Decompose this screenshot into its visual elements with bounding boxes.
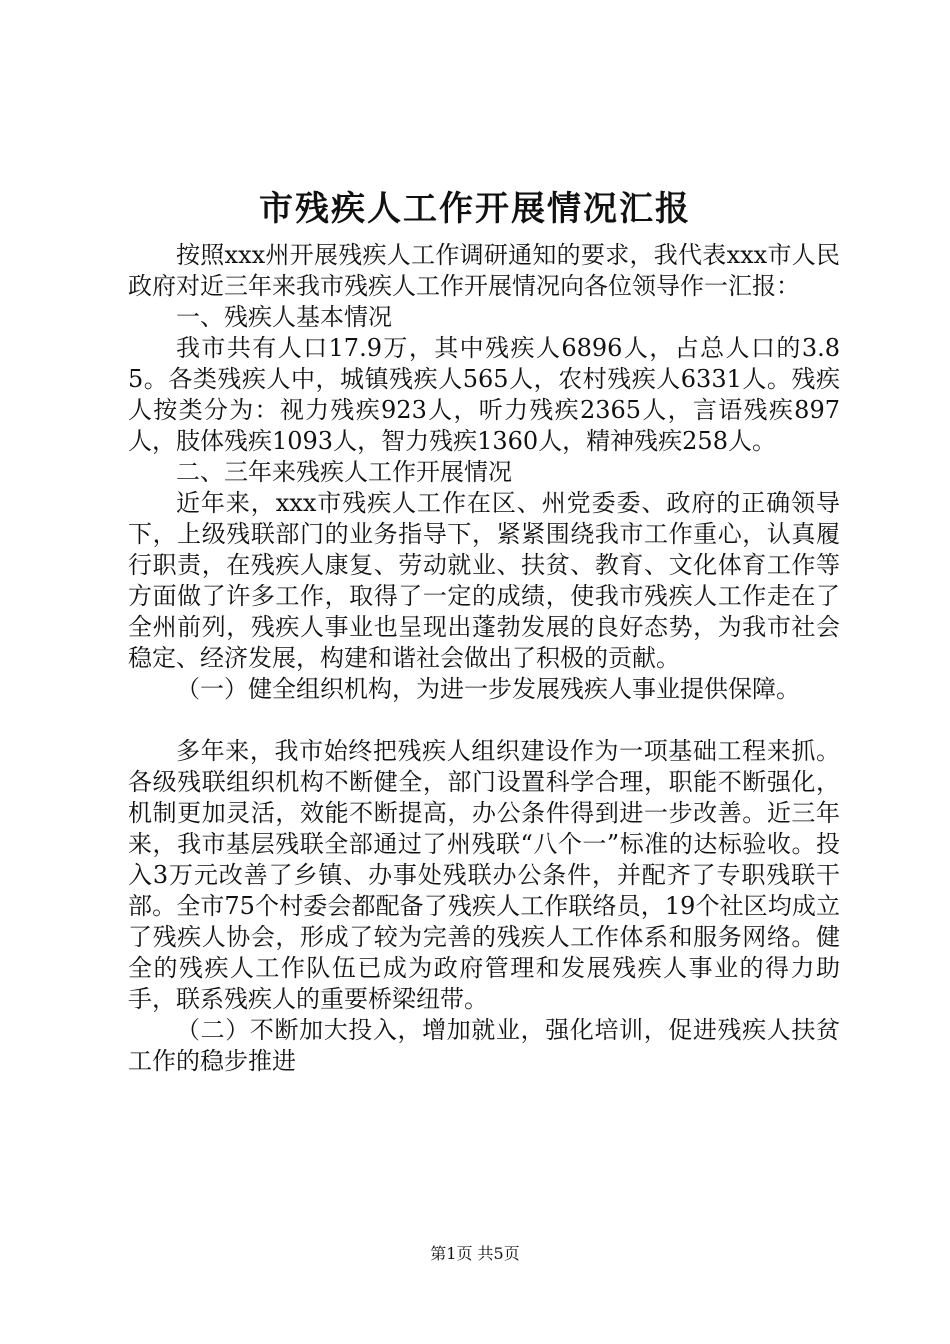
page-number-footer: 第1页 共5页: [430, 1244, 520, 1263]
document-title: 市残疾人工作开展情况汇报: [259, 189, 691, 229]
section-heading-2: 二、三年来残疾人工作开展情况: [176, 458, 512, 486]
organization-paragraph: 多年来，我市始终把残疾人组织建设作为一项基础工程来抓。各级残联组织机构不断健全，部门设置科学合理，职能不断强化，机制更加灵活，效能不断提高，办公条件得到进一步改善。近三年来，我市基层残联全部通过了州残联“八个一”标准的达标验收。投入3万元改善了乡镇、办事处残联办公条件，并配齐了专职残联干部。全市75个村委会都配备了残疾人工作联络员，19个社区均成立了残疾人协会，形成了较为完善的残疾人工作体系和服务网络。健全的残疾人工作队伍已成为政府管理和发展残疾人事业的得力助手，联系残疾人的重要桥梁纽带。: [128, 737, 840, 1013]
work-overview-paragraph: 近年来，xxx市残疾人工作在区、州党委委、政府的正确领导下，上级残联部门的业务指导下，紧紧围绕我市工作重心，认真履行职责，在残疾人康复、劳动就业、扶贫、教育、文化体育工作等方面做了许多工作，取得了一定的成绩，使我市残疾人工作走在了全州前列，残疾人事业也呈现出蓬勃发展的良好态势，为我市社会稳定、经济发展，构建和谐社会做出了积极的贡献。: [128, 489, 840, 672]
section-heading-1: 一、残疾人基本情况: [176, 303, 392, 331]
document-body: [128, 240, 840, 1077]
subsection-heading-2: （二）不断加大投入，增加就业，强化培训，促进残疾人扶贫工作的稳步推进: [128, 1016, 840, 1075]
subsection-heading-1: （一）健全组织机构，为进一步发展残疾人事业提供保障。: [176, 675, 800, 703]
intro-paragraph: 按照xxx州开展残疾人工作调研通知的要求，我代表xxx市人民政府对近三年来我市残疾人工作开展情况向各位领导作一汇报：: [128, 241, 840, 300]
basic-situation-paragraph: 我市共有人口17.9万，其中残疾人6896人，占总人口的3.85。各类残疾人中，城镇残疾人565人，农村残疾人6331人。残疾人按类分为：视力残疾923人，听力残疾2365人，言语残疾897人，肢体残疾1093人，智力残疾1360人，精神残疾258人。: [128, 334, 840, 455]
